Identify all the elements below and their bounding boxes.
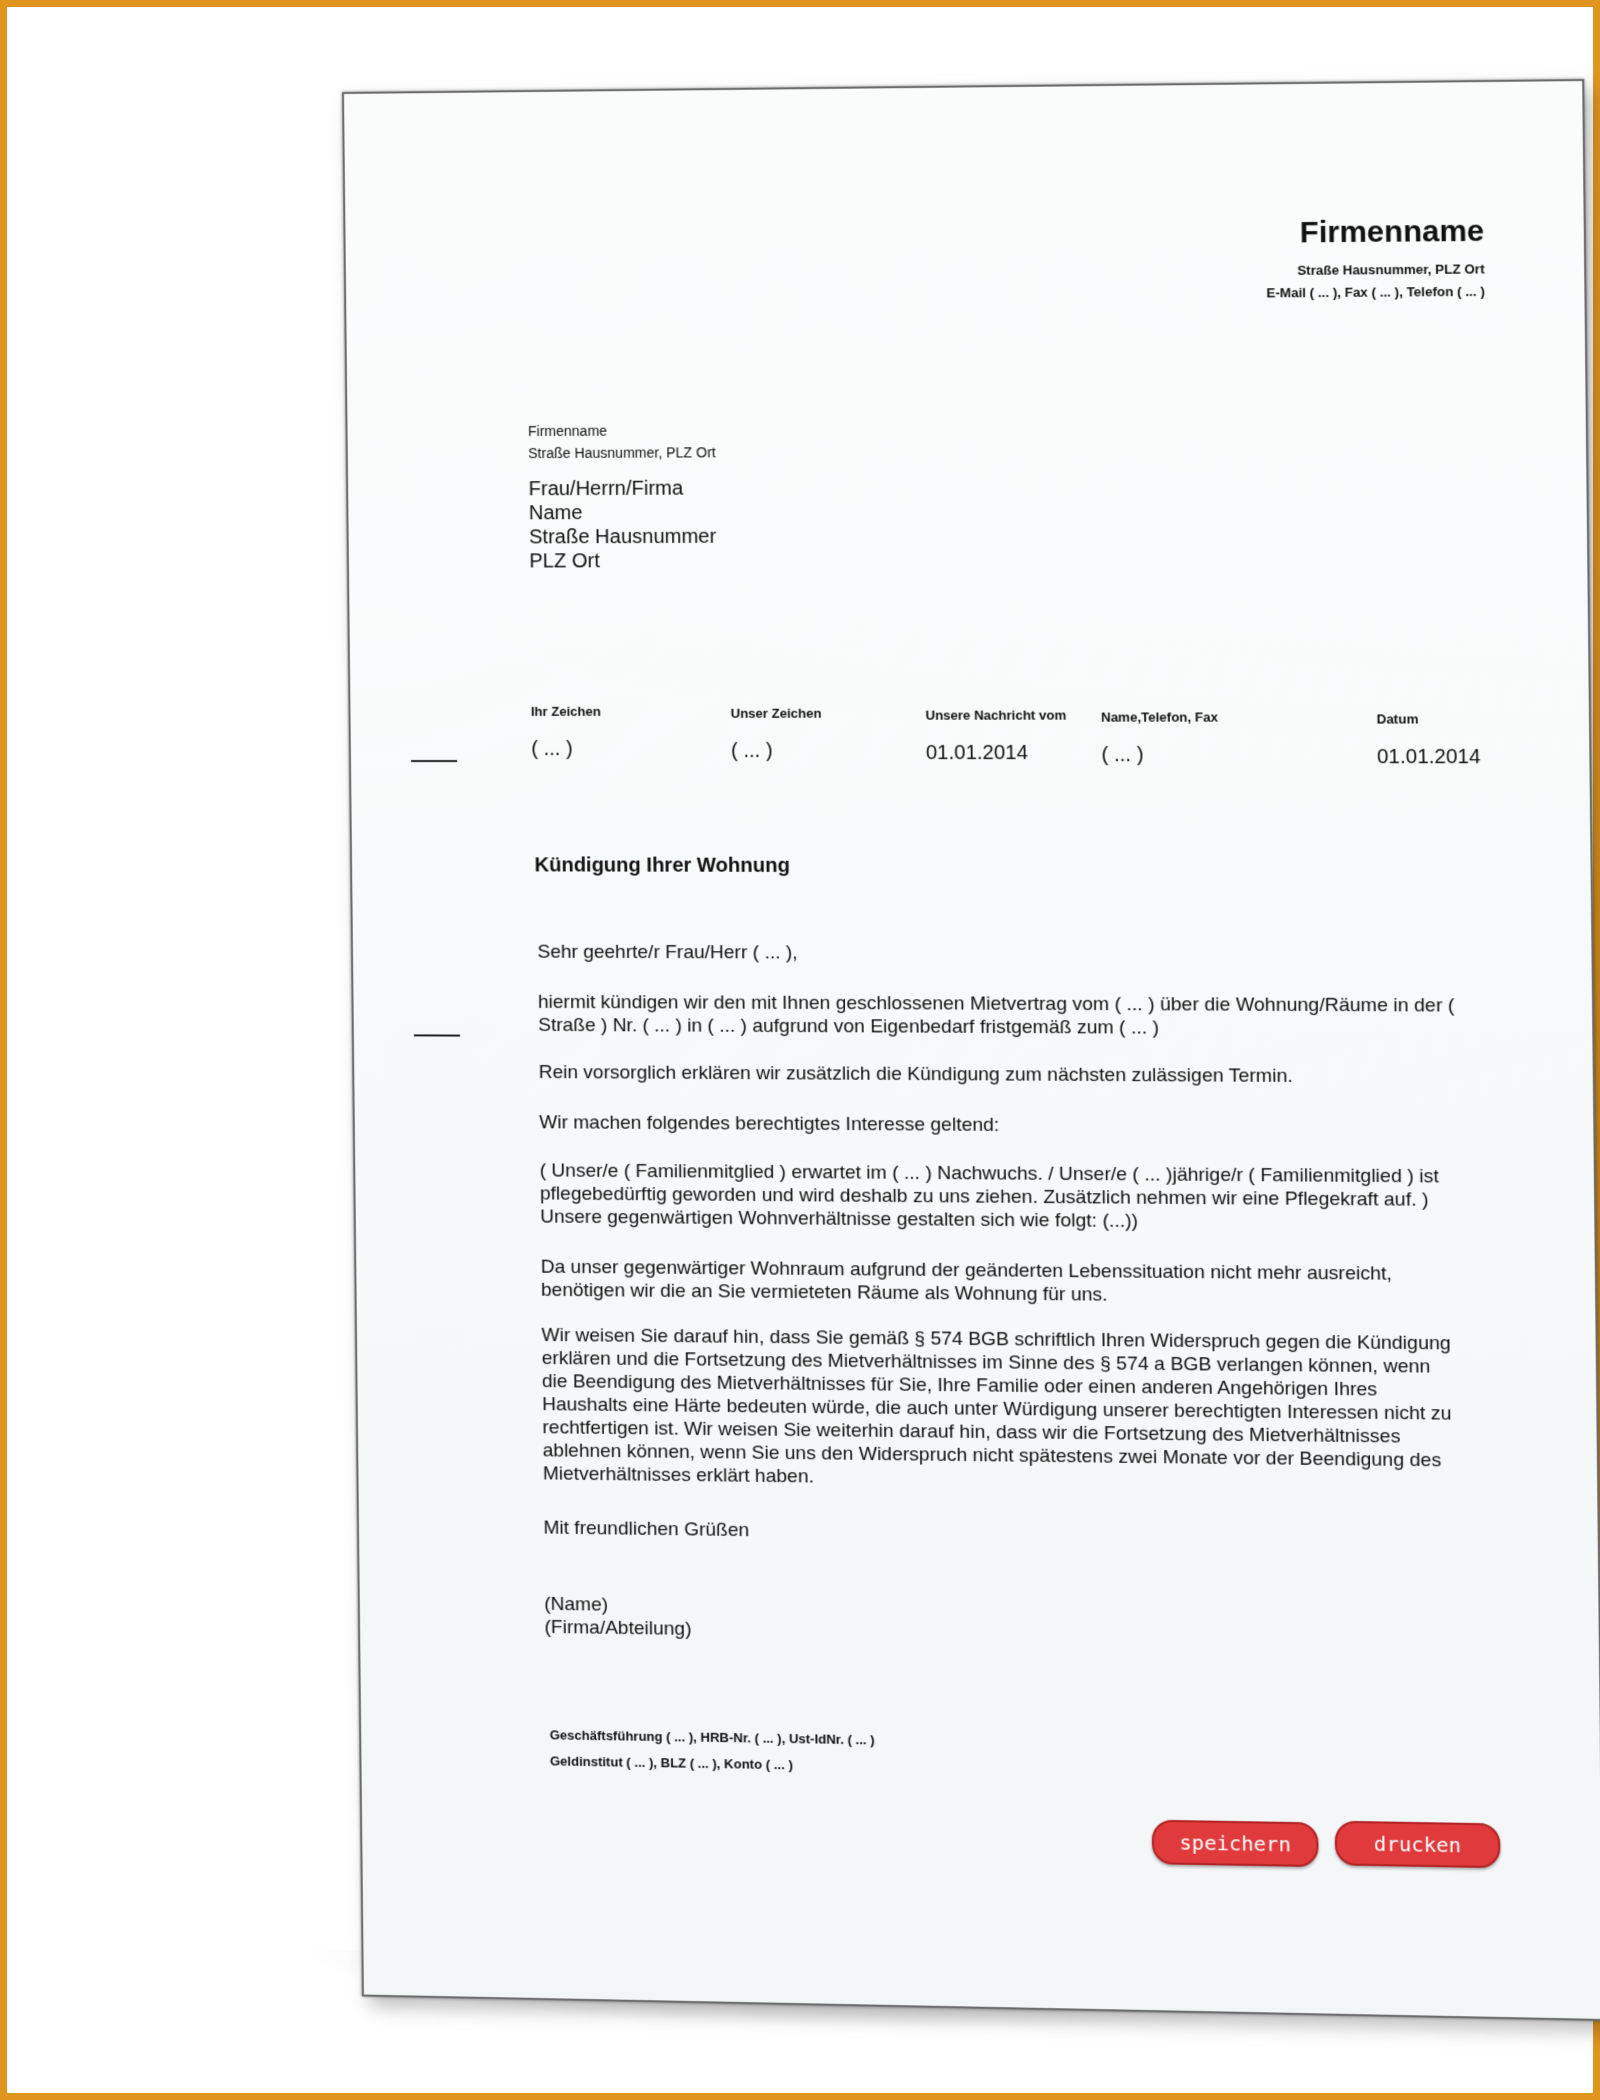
letterhead-address: Straße Hausnummer, PLZ Ort xyxy=(1297,261,1485,278)
ref-unser-zeichen-value: ( ... ) xyxy=(730,739,773,763)
paragraph-interest-detail: ( Unser/e ( Familienmitglied ) erwartet im ( ... ) Nachwuchs. / Unser/e ( ... )jährige/r ( Familienmitglied ) ist pflegebedürftig geworden und wird deshalb zu uns ziehen. Zusätzlich nehmen wir eine Pflegekraft auf. ) Unsere gegenwärtigen Wohnverhältnisse gestalten sich wie folgt: (...)) xyxy=(539,1160,1440,1233)
paragraph-precaution: Rein vorsorglich erklären wir zusätzlich die Kündigung zum nächsten zulässigen Termin. xyxy=(538,1062,1293,1088)
fold-mark-top xyxy=(411,760,457,762)
signer-department: (Firma/Abteilung) xyxy=(544,1616,692,1640)
closing: Mit freundlichen Grüßen xyxy=(543,1517,750,1542)
footer-company-info: Geschäftsführung ( ... ), HRB-Nr. ( ... ), Ust-IdNr. ( ... ) xyxy=(549,1727,875,1748)
paragraph-notice: hiermit kündigen wir den mit Ihnen geschlossenen Mietvertrag vom ( ... ) über die Wohnung/Räume in der ( Straße ) Nr. ( ... ) in ( ... ) aufgrund von Eigenbedarf fristgemäß zum ( ... ) xyxy=(537,991,1455,1039)
salutation: Sehr geehrte/r Frau/Herr ( ... ), xyxy=(537,941,798,964)
ref-name-label: Name,Telefon, Fax xyxy=(1101,709,1218,725)
ref-ihr-zeichen-value: ( ... ) xyxy=(531,737,573,761)
ref-name-value: ( ... ) xyxy=(1101,743,1144,767)
paragraph-interest-intro: Wir machen folgendes berechtigtes Interesse geltend: xyxy=(539,1112,1000,1137)
ref-datum-label: Datum xyxy=(1376,711,1419,727)
paragraph-housing: Da unser gegenwärtiger Wohnraum aufgrund der geänderten Lebenssituation nicht mehr ausreicht, benötigen wir die an Sie vermieteten Räume als Wohnung für uns. xyxy=(540,1256,1393,1306)
recipient-line-1: Frau/Herrn/Firma xyxy=(528,477,684,501)
save-button[interactable]: speichern xyxy=(1152,1820,1319,1867)
letterhead-company: Firmenname xyxy=(1299,214,1485,250)
ref-nachricht-value: 01.01.2014 xyxy=(925,741,1029,765)
return-address: Straße Hausnummer, PLZ Ort xyxy=(528,444,716,462)
return-company: Firmenname xyxy=(527,422,608,440)
footer-bank-info: Geldinstitut ( ... ), BLZ ( ... ), Konto ( ... ) xyxy=(549,1753,793,1773)
letterhead-contact: E-Mail ( ... ), Fax ( ... ), Telefon ( ... ) xyxy=(1266,283,1485,301)
recipient-line-3: Straße Hausnummer xyxy=(528,525,717,549)
recipient-line-2: Name xyxy=(528,502,583,525)
fold-mark-middle xyxy=(414,1034,460,1036)
ref-datum-value: 01.01.2014 xyxy=(1376,745,1481,769)
print-button[interactable]: drucken xyxy=(1335,1821,1501,1869)
signer-name: (Name) xyxy=(544,1593,609,1616)
recipient-line-4: PLZ Ort xyxy=(529,550,600,573)
ref-unser-zeichen-label: Unser Zeichen xyxy=(730,705,822,721)
letter-page xyxy=(342,79,1600,2021)
paragraph-objection: Wir weisen Sie darauf hin, dass Sie gemäß § 574 BGB schriftlich Ihren Widerspruch gegen die Kündigung erklären und die Fortsetzung des Mietverhältnisses im Sinne des § 574 a BGB verlangen können, wenn die Beendigung des Mietverhältnisses für Sie, Ihre Familie oder einen anderen Angehörigen Ihres Haushalts eine Härte bedeuten würde, die auch unter Würdigung unserer berechtigten Interessen nicht zu rechtfertigen ist. Wir weisen Sie weiterhin darauf hin, dass wir die Fortsetzung des Mietverhältnisses ablehnen können, wenn Sie uns den Widerspruch nicht spätestens zwei Monate vor der Beendigung des Mietverhältnisses erklärt haben. xyxy=(541,1324,1452,1488)
ref-ihr-zeichen-label: Ihr Zeichen xyxy=(530,703,601,719)
letter-subject: Kündigung Ihrer Wohnung xyxy=(534,854,790,877)
ref-nachricht-label: Unsere Nachricht vom xyxy=(925,707,1067,723)
